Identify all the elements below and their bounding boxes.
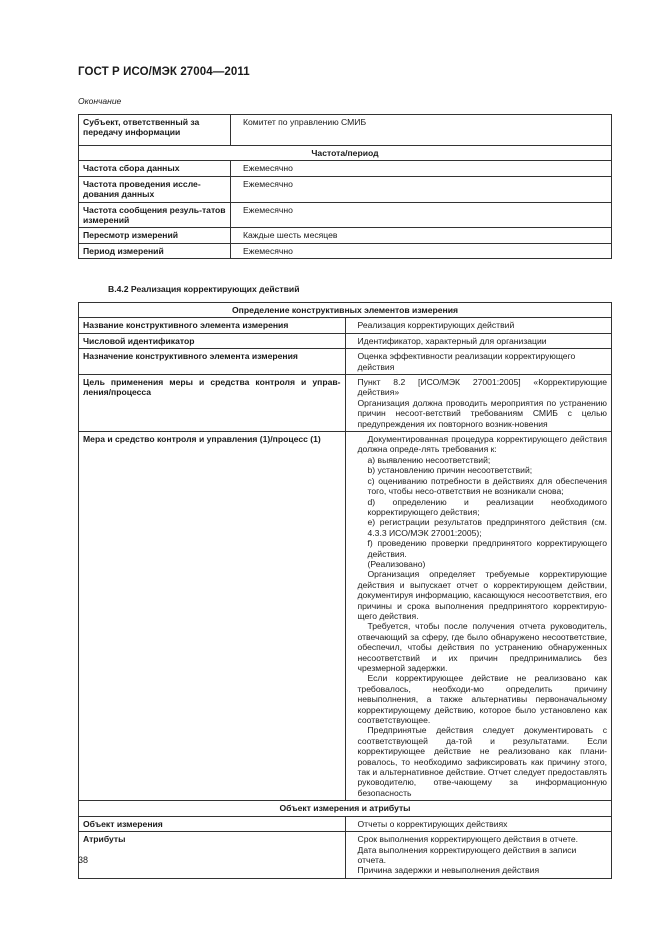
- object-value: Отчеты о корректирующих действиях: [345, 816, 612, 831]
- control-intro: Документированная процедура корректирующего действия должна опреде-лять требования к:: [357, 434, 607, 455]
- table-row: [79, 832, 612, 879]
- row-value: Ежемесячно: [231, 202, 612, 228]
- construct-section-title: Определение конструктивных элементов измерения: [79, 303, 612, 318]
- row-value: Ежемесячно: [231, 176, 612, 202]
- table-row: [79, 176, 612, 202]
- table-row: [79, 816, 612, 831]
- control-item: d) определению и реализации необходимого корректирующего действия;: [367, 496, 607, 517]
- purpose-value: Оценка эффективности реализации корректирующего действия: [345, 349, 612, 375]
- row-value: Ежемесячно: [231, 243, 612, 258]
- row-label: Пересмотр измерений: [79, 228, 231, 243]
- row-label: Частота сообщения резуль-татов измерений: [79, 202, 231, 228]
- control-paragraph: Требуется, чтобы после получения отчета руководитель, отвечающий за сферу, где было обнаружено несоответствие, обеспечил, чтобы действия по устранению обнаруженных несоответствий и их причин предпринимались без чрезмерной задержки.: [357, 621, 607, 673]
- continuation-label: Окончание: [78, 96, 122, 106]
- responsible-label: Субъект, ответственный за передачу информации: [79, 115, 231, 146]
- attribute-line: Причина задержки и невыполнения действия: [357, 865, 540, 876]
- row-label: Частота проведения иссле-дования данных: [79, 176, 231, 202]
- object-section-title: Объект измерения и атрибуты: [79, 801, 612, 816]
- row-label: Период измерений: [79, 243, 231, 258]
- construct-name-label: Название конструктивного элемента измерения: [79, 318, 346, 333]
- row-value: Каждые шесть месяцев: [231, 228, 612, 243]
- table-row: [79, 202, 612, 228]
- goal-line: Пункт 8.2 [ИСО/МЭК 27001:2005] «Корректирующие действия»: [357, 377, 607, 398]
- page-number: 38: [78, 855, 89, 865]
- table-row: [79, 243, 612, 258]
- table-row: [79, 318, 612, 333]
- control-item: с) оцениванию потребности в действиях для обеспечения того, чтобы несо-ответствия не возникали снова;: [367, 475, 607, 497]
- table-row: [79, 303, 612, 318]
- row-label: Частота сбора данных: [79, 161, 231, 176]
- control-item: (Реализовано): [367, 558, 426, 569]
- goal-label: Цель применения меры и средства контроля и управ-ления/процесса: [79, 375, 346, 432]
- frequency-section-title: Частота/период: [79, 146, 612, 161]
- table-row: [79, 146, 612, 161]
- table-row: [79, 333, 612, 348]
- table-row: [79, 432, 612, 801]
- control-item: b) установлению причин несоответствий;: [367, 465, 533, 476]
- object-label: Объект измерения: [79, 816, 346, 831]
- control-item: f) проведению проверки предпринятого корректирующего действия.: [367, 538, 607, 559]
- control-value: [345, 432, 612, 801]
- attributes-value: [345, 832, 612, 879]
- row-value: Ежемесячно: [231, 161, 612, 176]
- control-paragraph: Предпринятые действия следует документировать с соответствующей да-той и результатами. Если корректирующее действие не реализовано как плани-ровалось, то необходимо зафиксировать как причину этого, так и альтернативное действие. Отчет следует предоставлять руководителю, отве-чающему за информационную безопасность: [357, 725, 607, 798]
- table-row: [79, 161, 612, 176]
- table-row: [79, 228, 612, 243]
- goal-value: [345, 375, 612, 432]
- numeric-id-value: Идентификатор, характерный для организации: [345, 333, 612, 348]
- subsection-title: В.4.2 Реализация корректирующих действий: [108, 284, 300, 294]
- attribute-line: Дата выполнения корректирующего действия в записи отчета.: [357, 844, 577, 865]
- attributes-label: Атрибуты: [79, 832, 346, 879]
- purpose-label: Назначение конструктивного элемента измерения: [79, 349, 346, 375]
- control-label: Мера и средство контроля и управления (1)/процесс (1): [79, 432, 346, 801]
- table-row: [79, 801, 612, 816]
- attribute-line: Срок выполнения корректирующего действия в отчете.: [357, 834, 579, 845]
- goal-line: Организация должна проводить мероприятия по устранению причин несоот-ветствий требованиям СМИБ с целью предупреждения их повторного возник-новения: [357, 397, 607, 429]
- document-header: ГОСТ Р ИСО/МЭК 27004—2011: [78, 66, 250, 78]
- table-row: [79, 115, 612, 146]
- table-row: [79, 375, 612, 432]
- responsible-value: Комитет по управлению СМИБ: [231, 115, 612, 146]
- control-item: а) выявлению несоответствий;: [367, 454, 491, 465]
- numeric-id-label: Числовой идентификатор: [79, 333, 346, 348]
- control-paragraph: Если корректирующее действие не реализовано как требовалось, необходи-мо определить причину невыполнения, а также альтернативы первоначальному корректирующему действию, которое было установлено как соответствующее.: [357, 673, 607, 726]
- control-paragraph: Организация определяет требуемые корректирующие действия и выпускает отчет о корректирующем действии, документируя информацию, касающуюся несоответствия, его причины и срока выполнения предпринятого корректирую-щего действия.: [357, 569, 607, 621]
- corrective-actions-table: [78, 302, 612, 879]
- frequency-table: [78, 114, 612, 259]
- table-row: [79, 349, 612, 375]
- construct-name-value: Реализация корректирующих действий: [345, 318, 612, 333]
- control-item: е) регистрации результатов предпринятого действия (см. 4.3.3 ИСО/МЭК 27001:2005);: [367, 517, 607, 538]
